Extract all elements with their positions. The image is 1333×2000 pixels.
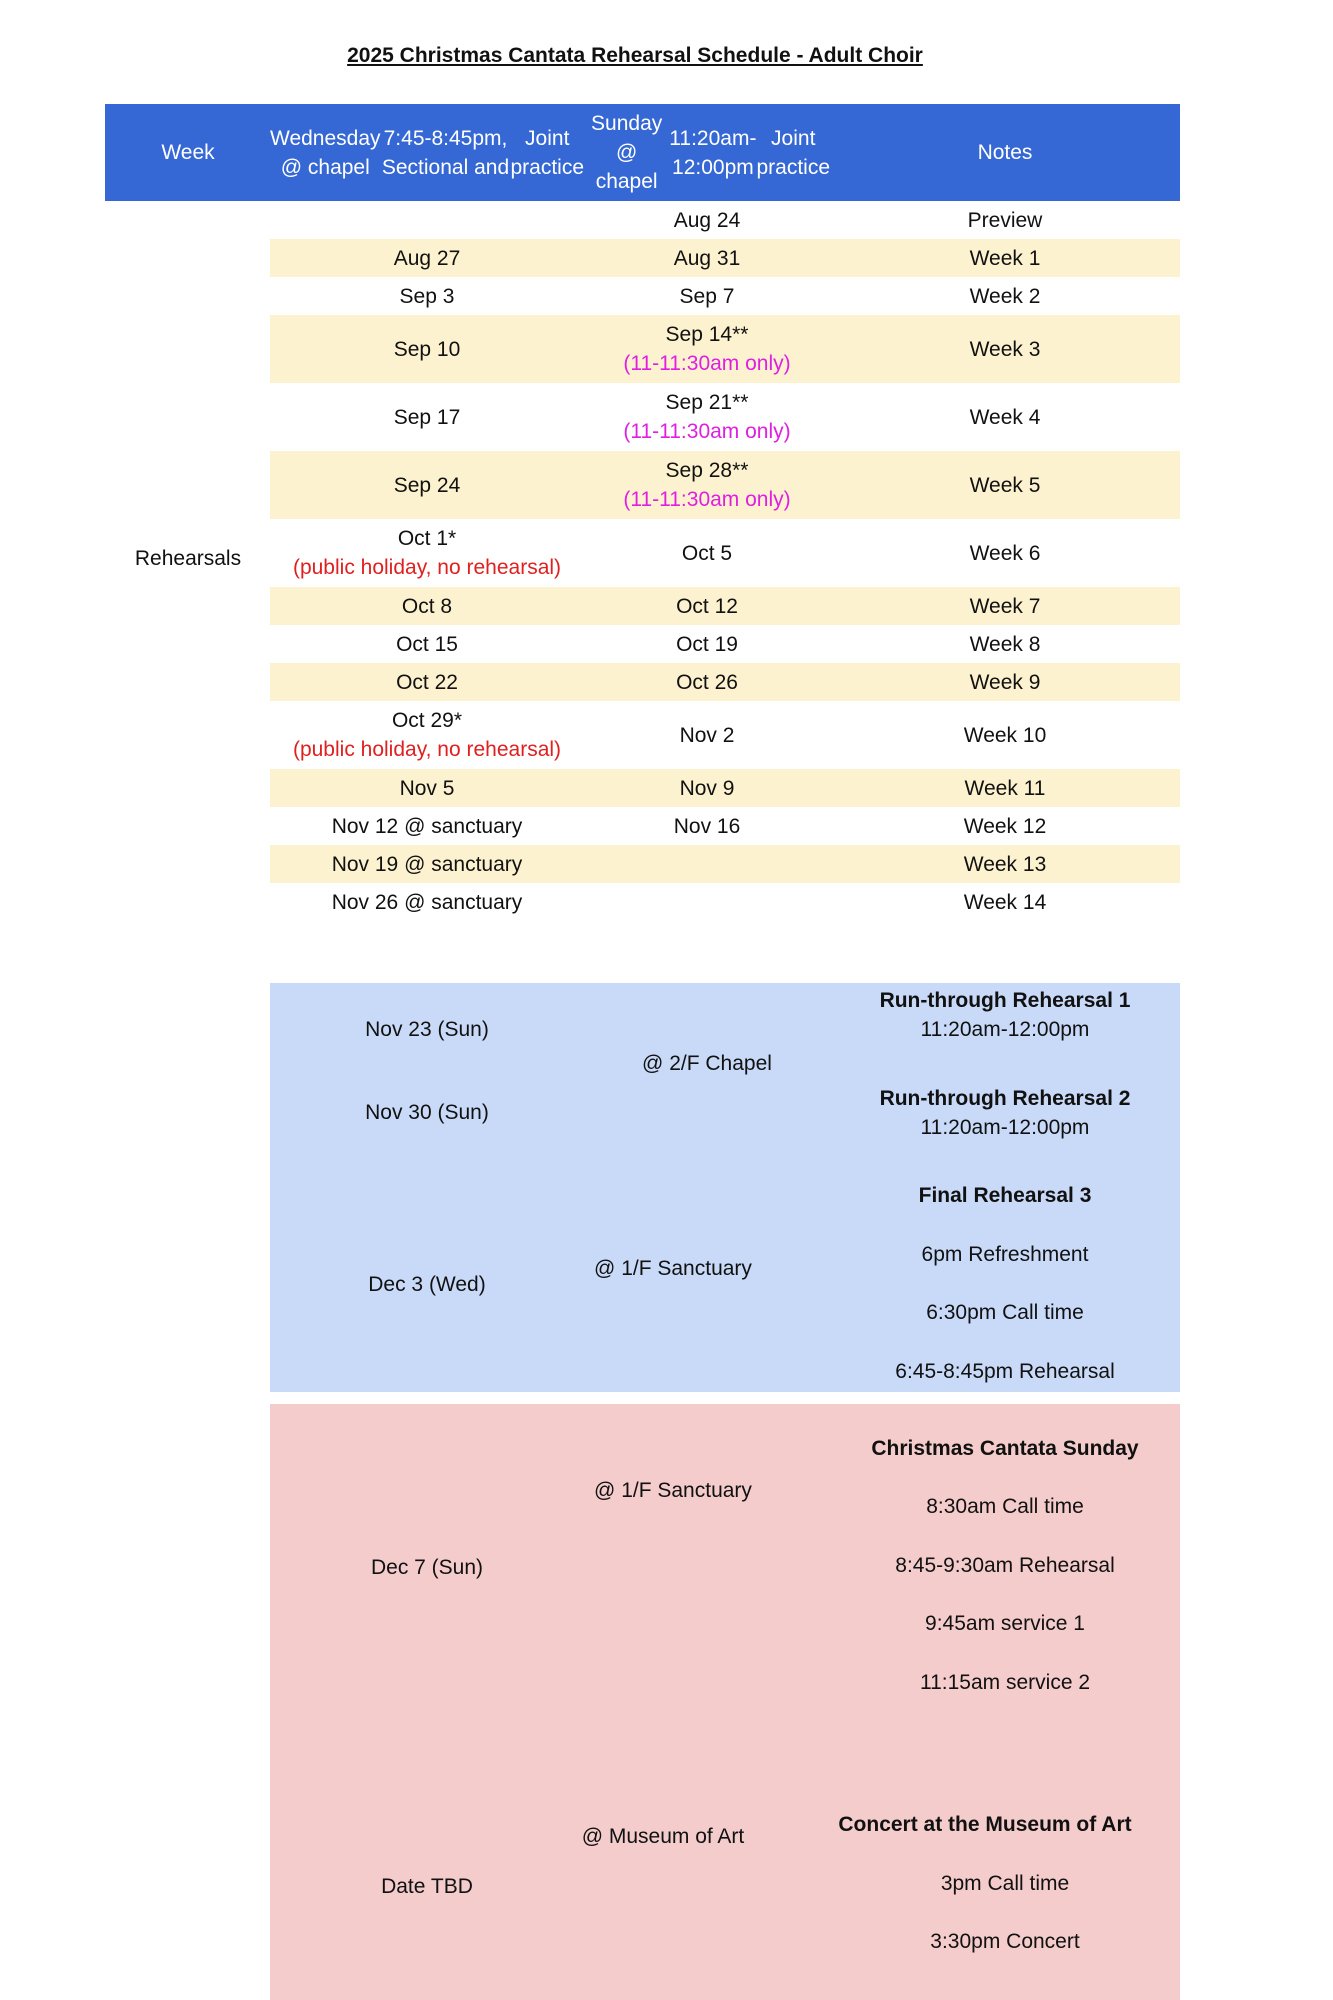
wednesday-cell-text: Oct 15 bbox=[396, 632, 458, 656]
table-row bbox=[270, 663, 1180, 701]
notes-cell bbox=[830, 807, 1180, 845]
notes-cell bbox=[830, 519, 1180, 587]
wednesday-cell-text: Nov 26 @ sanctuary bbox=[331, 890, 523, 914]
cantata-line-1: 8:30am Call time bbox=[926, 1495, 1084, 1518]
table-row bbox=[270, 201, 1180, 239]
notes-cell bbox=[830, 625, 1180, 663]
sunday-cell-text: Oct 12 bbox=[676, 594, 738, 618]
notes-cell-text: Week 3 bbox=[969, 337, 1041, 361]
notes-cell bbox=[830, 201, 1180, 239]
table-row bbox=[270, 383, 1180, 451]
notes-cell-text: Week 6 bbox=[969, 541, 1041, 565]
table-row bbox=[270, 277, 1180, 315]
sunday-cell-note: (11-11:30am only) bbox=[623, 420, 791, 443]
wednesday-cell-text: Nov 12 @ sanctuary bbox=[331, 814, 523, 838]
table-row bbox=[270, 769, 1180, 807]
table-row bbox=[270, 845, 1180, 883]
sunday-cell bbox=[584, 519, 830, 587]
museum-line-2: 3:30pm Concert bbox=[930, 1930, 1080, 1953]
section-label-rehearsals: Rehearsals bbox=[134, 547, 242, 570]
sunday-cell bbox=[584, 807, 830, 845]
notes-cell-text: Week 9 bbox=[969, 670, 1041, 694]
wednesday-cell bbox=[270, 769, 584, 807]
notes-cell-text: Week 11 bbox=[964, 776, 1046, 800]
run-through-2-title: Run-through Rehearsal 2 bbox=[879, 1087, 1131, 1110]
notes-cell-text: Week 4 bbox=[969, 405, 1041, 429]
table-row bbox=[270, 315, 1180, 383]
sunday-cell bbox=[584, 383, 830, 451]
sunday-cell bbox=[584, 883, 830, 921]
notes-cell bbox=[830, 769, 1180, 807]
sunday-cell bbox=[584, 201, 830, 239]
museum-date: Date TBD bbox=[381, 1875, 473, 1898]
table-row bbox=[270, 807, 1180, 845]
sunday-cell-note: (11-11:30am only) bbox=[623, 352, 791, 375]
run-through-date-2: Nov 30 (Sun) bbox=[365, 1101, 489, 1124]
final-line-1: 6pm Refreshment bbox=[921, 1243, 1089, 1266]
notes-cell-text: Week 7 bbox=[969, 594, 1041, 618]
notes-cell bbox=[830, 845, 1180, 883]
wednesday-cell-text: Nov 19 @ sanctuary bbox=[331, 852, 523, 876]
header-notes: Notes bbox=[977, 141, 1033, 164]
sunday-cell-text: Nov 16 bbox=[673, 814, 741, 838]
cantata-line-2: 8:45-9:30am Rehearsal bbox=[895, 1554, 1115, 1577]
notes-cell-text: Week 2 bbox=[969, 284, 1041, 308]
notes-cell-text: Week 8 bbox=[969, 632, 1041, 656]
wednesday-cell bbox=[270, 239, 584, 277]
cantata-line-3: 9:45am service 1 bbox=[925, 1612, 1085, 1635]
wednesday-cell bbox=[270, 587, 584, 625]
table-row bbox=[270, 587, 1180, 625]
header-sunday-line: 11:20am-12:00pm bbox=[669, 126, 757, 179]
wednesday-cell bbox=[270, 625, 584, 663]
run-through-venue: @ 2/F Chapel bbox=[642, 1052, 772, 1075]
table-row bbox=[270, 239, 1180, 277]
cantata-title: Christmas Cantata Sunday bbox=[871, 1437, 1139, 1460]
final-venue: @ 1/F Sanctuary bbox=[594, 1257, 752, 1280]
notes-cell bbox=[830, 587, 1180, 625]
wednesday-cell-text: Oct 22 bbox=[396, 670, 458, 694]
museum-line-1: 3pm Call time bbox=[940, 1872, 1070, 1895]
notes-cell-text: Preview bbox=[967, 208, 1043, 232]
wednesday-cell-text: Sep 17 bbox=[393, 405, 461, 429]
final-line-3: 6:45-8:45pm Rehearsal bbox=[895, 1360, 1115, 1383]
header-wednesday-line: Joint practice bbox=[510, 126, 584, 179]
wednesday-cell-text: Oct 8 bbox=[401, 594, 453, 618]
wednesday-cell-note: (public holiday, no rehearsal) bbox=[292, 556, 562, 579]
notes-cell-text: Week 5 bbox=[969, 473, 1041, 497]
sunday-cell bbox=[584, 277, 830, 315]
table-row bbox=[270, 451, 1180, 519]
table-row bbox=[270, 519, 1180, 587]
wednesday-cell-text: Nov 5 bbox=[399, 776, 455, 800]
page-title: 2025 Christmas Cantata Rehearsal Schedule - Adult Choir bbox=[347, 44, 923, 67]
header-wednesday bbox=[270, 104, 584, 201]
wednesday-cell-text: Aug 27 bbox=[393, 246, 461, 270]
sunday-cell bbox=[584, 769, 830, 807]
notes-cell-text: Week 14 bbox=[963, 890, 1047, 914]
sunday-cell bbox=[584, 239, 830, 277]
notes-cell-text: Week 10 bbox=[963, 723, 1047, 747]
sunday-cell bbox=[584, 845, 830, 883]
sunday-cell-text: Aug 31 bbox=[673, 246, 741, 270]
notes-cell bbox=[830, 663, 1180, 701]
final-title: Final Rehearsal 3 bbox=[918, 1184, 1092, 1207]
notes-cell bbox=[830, 315, 1180, 383]
wednesday-cell bbox=[270, 383, 584, 451]
wednesday-cell bbox=[270, 519, 584, 587]
notes-cell-text: Week 1 bbox=[969, 246, 1041, 270]
sunday-cell bbox=[584, 587, 830, 625]
wednesday-cell bbox=[270, 883, 584, 921]
notes-cell bbox=[830, 239, 1180, 277]
notes-cell bbox=[830, 451, 1180, 519]
run-through-block bbox=[270, 983, 1180, 1392]
sunday-cell-text: Nov 2 bbox=[679, 723, 735, 747]
final-date: Dec 3 (Wed) bbox=[368, 1273, 486, 1296]
header-sunday-line: Joint practice bbox=[756, 126, 830, 179]
table-row bbox=[270, 701, 1180, 769]
wednesday-cell bbox=[270, 663, 584, 701]
museum-venue: @ Museum of Art bbox=[581, 1825, 745, 1848]
cantata-date: Dec 7 (Sun) bbox=[370, 1556, 484, 1579]
wednesday-cell bbox=[270, 277, 584, 315]
museum-title: Concert at the Museum of Art bbox=[838, 1813, 1132, 1836]
wednesday-cell bbox=[270, 845, 584, 883]
notes-cell bbox=[830, 701, 1180, 769]
wednesday-cell-text: Oct 1* bbox=[397, 527, 457, 550]
sunday-cell-note: (11-11:30am only) bbox=[623, 488, 791, 511]
run-through-date-1: Nov 23 (Sun) bbox=[365, 1018, 489, 1041]
wednesday-cell-text: Sep 3 bbox=[399, 284, 455, 308]
sunday-cell bbox=[584, 663, 830, 701]
sunday-cell-text: Aug 24 bbox=[673, 208, 741, 232]
final-line-2: 6:30pm Call time bbox=[926, 1301, 1084, 1324]
sunday-cell bbox=[584, 701, 830, 769]
notes-cell bbox=[830, 383, 1180, 451]
wednesday-cell bbox=[270, 451, 584, 519]
table-row bbox=[270, 625, 1180, 663]
sunday-cell-text: Sep 28** bbox=[665, 459, 749, 482]
wednesday-cell bbox=[270, 201, 584, 239]
wednesday-cell-text: Sep 10 bbox=[393, 337, 461, 361]
sunday-cell-text: Oct 5 bbox=[681, 541, 733, 565]
sunday-cell bbox=[584, 451, 830, 519]
header-wednesday-line: 7:45-8:45pm, Sectional and bbox=[381, 126, 510, 179]
sunday-cell-text: Sep 21** bbox=[665, 391, 749, 414]
wednesday-cell-text: Oct 29* bbox=[391, 709, 463, 732]
notes-cell bbox=[830, 277, 1180, 315]
header-sunday-line: Sunday @ chapel bbox=[591, 112, 663, 193]
sunday-cell-text: Oct 26 bbox=[676, 670, 738, 694]
notes-cell bbox=[830, 883, 1180, 921]
sunday-cell bbox=[584, 625, 830, 663]
header-week: Week bbox=[161, 141, 215, 164]
header-wednesday-line: Wednesday @ chapel bbox=[270, 126, 381, 179]
table-row bbox=[270, 883, 1180, 921]
sunday-cell bbox=[584, 315, 830, 383]
run-through-2-time: 11:20am-12:00pm bbox=[920, 1116, 1090, 1139]
wednesday-cell bbox=[270, 701, 584, 769]
header-sunday bbox=[584, 104, 830, 201]
performance-block bbox=[270, 1404, 1180, 2000]
wednesday-cell bbox=[270, 315, 584, 383]
wednesday-cell-text: Sep 24 bbox=[393, 473, 461, 497]
sunday-cell-text: Oct 19 bbox=[676, 632, 738, 656]
wednesday-cell bbox=[270, 807, 584, 845]
run-through-1-time: 11:20am-12:00pm bbox=[920, 1018, 1090, 1041]
wednesday-cell-note: (public holiday, no rehearsal) bbox=[292, 738, 562, 761]
cantata-venue: @ 1/F Sanctuary bbox=[594, 1479, 752, 1502]
sunday-cell-text: Sep 7 bbox=[679, 284, 735, 308]
notes-cell-text: Week 12 bbox=[963, 814, 1047, 838]
sunday-cell-text: Sep 14** bbox=[665, 323, 749, 346]
sunday-cell-text: Nov 9 bbox=[679, 776, 735, 800]
cantata-line-4: 11:15am service 2 bbox=[919, 1671, 1091, 1694]
table-header bbox=[105, 104, 1180, 201]
notes-cell-text: Week 13 bbox=[963, 852, 1047, 876]
run-through-1-title: Run-through Rehearsal 1 bbox=[879, 989, 1131, 1012]
